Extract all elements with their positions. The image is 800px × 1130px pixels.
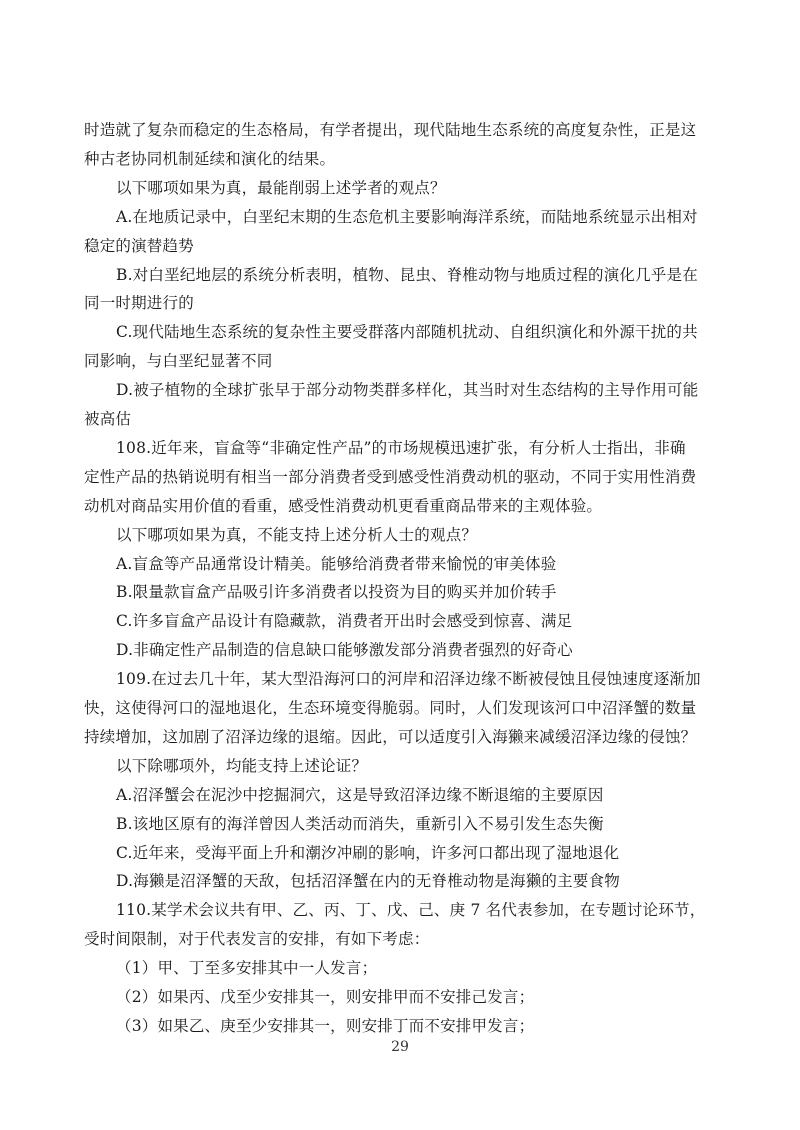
text-line: C.许多盲盒产品设计有隐藏款，消费者开出时会感受到惊喜、满足 [116,612,573,631]
text-line: 同影响，与白垩纪显著不同 [84,352,273,371]
text-line: （1）甲、丁至多安排其中一人发言； [116,959,378,978]
text-line: 108.近年来，盲盒等“非确定性产品”的市场规模迅速扩张，有分析人士指出，非确 [116,438,686,457]
text-line: 109.在过去几十年，某大型沿海河口的河岸和沼泽边缘不断被侵蚀且侵蚀速度逐渐加 [116,670,701,689]
text-line: 稳定的演替趋势 [84,236,194,255]
text-line: D.非确定性产品制造的信息缺口能够激发部分消费者强烈的好奇心 [116,641,573,660]
text-line: 以下哪项如果为真，最能削弱上述学者的观点？ [116,178,446,197]
text-line: （2）如果丙、戊至少安排其一，则安排甲而不安排己发言； [116,988,535,1006]
text-line: 同一时期进行的 [84,294,194,313]
text-line: 定性产品的热销说明有相当一部分消费者受到感受性消费动机的驱动，不同于实用性消费 [84,467,697,486]
text-line: C.近年来，受海平面上升和潮汐冲刷的影响，许多河口都出现了湿地退化 [116,843,620,862]
text-line: 快，这使得河口的湿地退化，生态环境变得脆弱。同时，人们发现该河口中沼泽蟹的数量 [84,699,697,717]
text-line: B.对白垩纪地层的系统分析表明，植物、昆虫、脊椎动物与地质过程的演化几乎是在 [116,265,698,284]
page-number: 29 [391,1039,409,1055]
text-line: D.被子植物的全球扩张早于部分动物类群多样化，其当时对生态结构的主导作用可能 [116,381,699,400]
text-line: 时造就了复杂而稳定的生态格局，有学者提出，现代陆地生态系统的高度复杂性，正是这 [84,121,697,139]
text-line: 以下哪项如果为真，不能支持上述分析人士的观点？ [116,525,478,544]
text-line: 种古老协同机制延续和演化的结果。 [84,149,336,168]
text-line: （3）如果乙、庚至少安排其一，则安排丁而不安排甲发言； [116,1016,535,1035]
text-line: B.限量款盲盒产品吸引许多消费者以投资为目的购买并加价转手 [116,583,557,602]
text-line: 以下除哪项外，均能支持上述论证？ [116,756,368,775]
text-line: 动机对商品实用价值的看重，感受性消费动机更看重商品带来的主观体验。 [84,496,603,515]
text-line: A.在地质记录中，白垩纪末期的生态危机主要影响海洋系统，而陆地系统显示出相对 [116,207,698,226]
text-line: C.现代陆地生态系统的复杂性主要受群落内部随机扰动、自组织演化和外源干扰的共 [116,323,698,342]
text-line: 受时间限制，对于代表发言的安排，有如下考虑： [84,930,430,949]
text-line: D.海獭是沼泽蟹的天敌，包括沼泽蟹在内的无脊椎动物是海獭的主要食物 [116,872,620,891]
text-line: 110.某学术会议共有甲、乙、丙、丁、戊、己、庚 7 名代表参加，在专题讨论环节， [116,901,706,920]
text-line: A.盲盒等产品通常设计精美。能够给消费者带来愉悦的审美体验 [116,554,557,573]
text-line: 被高估 [84,410,132,428]
text-line: B.该地区原有的海洋曾因人类活动而消失，重新引入不易引发生态失衡 [116,814,604,833]
text-line: A.沼泽蟹会在泥沙中挖掘洞穴，这是导致沼泽边缘不断退缩的主要原因 [116,785,604,804]
text-line: 持续增加，这加剧了沼泽边缘的退缩。因此，可以适度引入海獭来减缓沼泽边缘的侵蚀？ [84,727,697,746]
